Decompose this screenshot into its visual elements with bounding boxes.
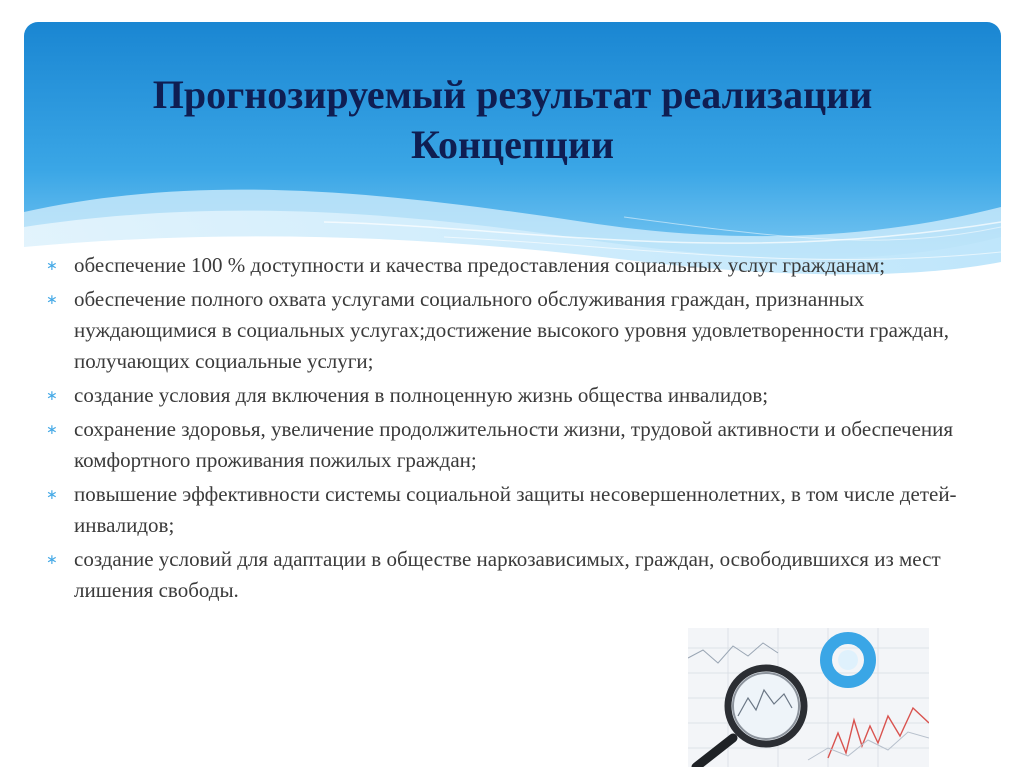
list-item <box>46 544 976 606</box>
result-list <box>46 250 976 609</box>
list-item-text: сохранение здоровья, увеличение продолжительности жизни, трудовой активности и обеспечения комфортного проживания пожилых граждан; <box>74 417 954 472</box>
bullet-icon: ∗ <box>46 422 58 438</box>
list-item-text: создание условий для адаптации в обществе наркозависимых, граждан, освободившихся из мест лишения свободы. <box>74 547 941 602</box>
title-line-2: Концепции <box>410 122 615 167</box>
title-line-1: Прогнозируемый результат реализации <box>152 72 873 117</box>
bullet-icon: ∗ <box>46 552 58 568</box>
magnifier-chart-image <box>688 628 929 767</box>
bullet-icon: ∗ <box>46 487 58 503</box>
list-item <box>46 414 976 476</box>
magnifying-glass-icon <box>688 628 929 767</box>
list-item <box>46 284 976 377</box>
list-item-text: обеспечение полного охвата услугами социального обслуживания граждан, признанных нуждающимися в социальных услугах;достижение высокого уровня удовлетворенности граждан, получающих социальные услуги; <box>74 287 949 373</box>
bullet-icon: ∗ <box>46 292 58 308</box>
list-item <box>46 250 976 281</box>
list-item-text: обеспечение 100 % доступности и качества предоставления социальных услуг гражданам; <box>74 253 886 277</box>
list-item-text: создание условия для включения в полноценную жизнь общества инвалидов; <box>74 383 769 407</box>
list-item <box>46 479 976 541</box>
bullet-icon: ∗ <box>46 258 58 274</box>
list-item-text: повышение эффективности системы социальной защиты несовершеннолетних, в том числе детей-инвалидов; <box>74 482 957 537</box>
list-item <box>46 380 976 411</box>
page-title <box>24 70 1001 170</box>
bullet-icon: ∗ <box>46 388 58 404</box>
